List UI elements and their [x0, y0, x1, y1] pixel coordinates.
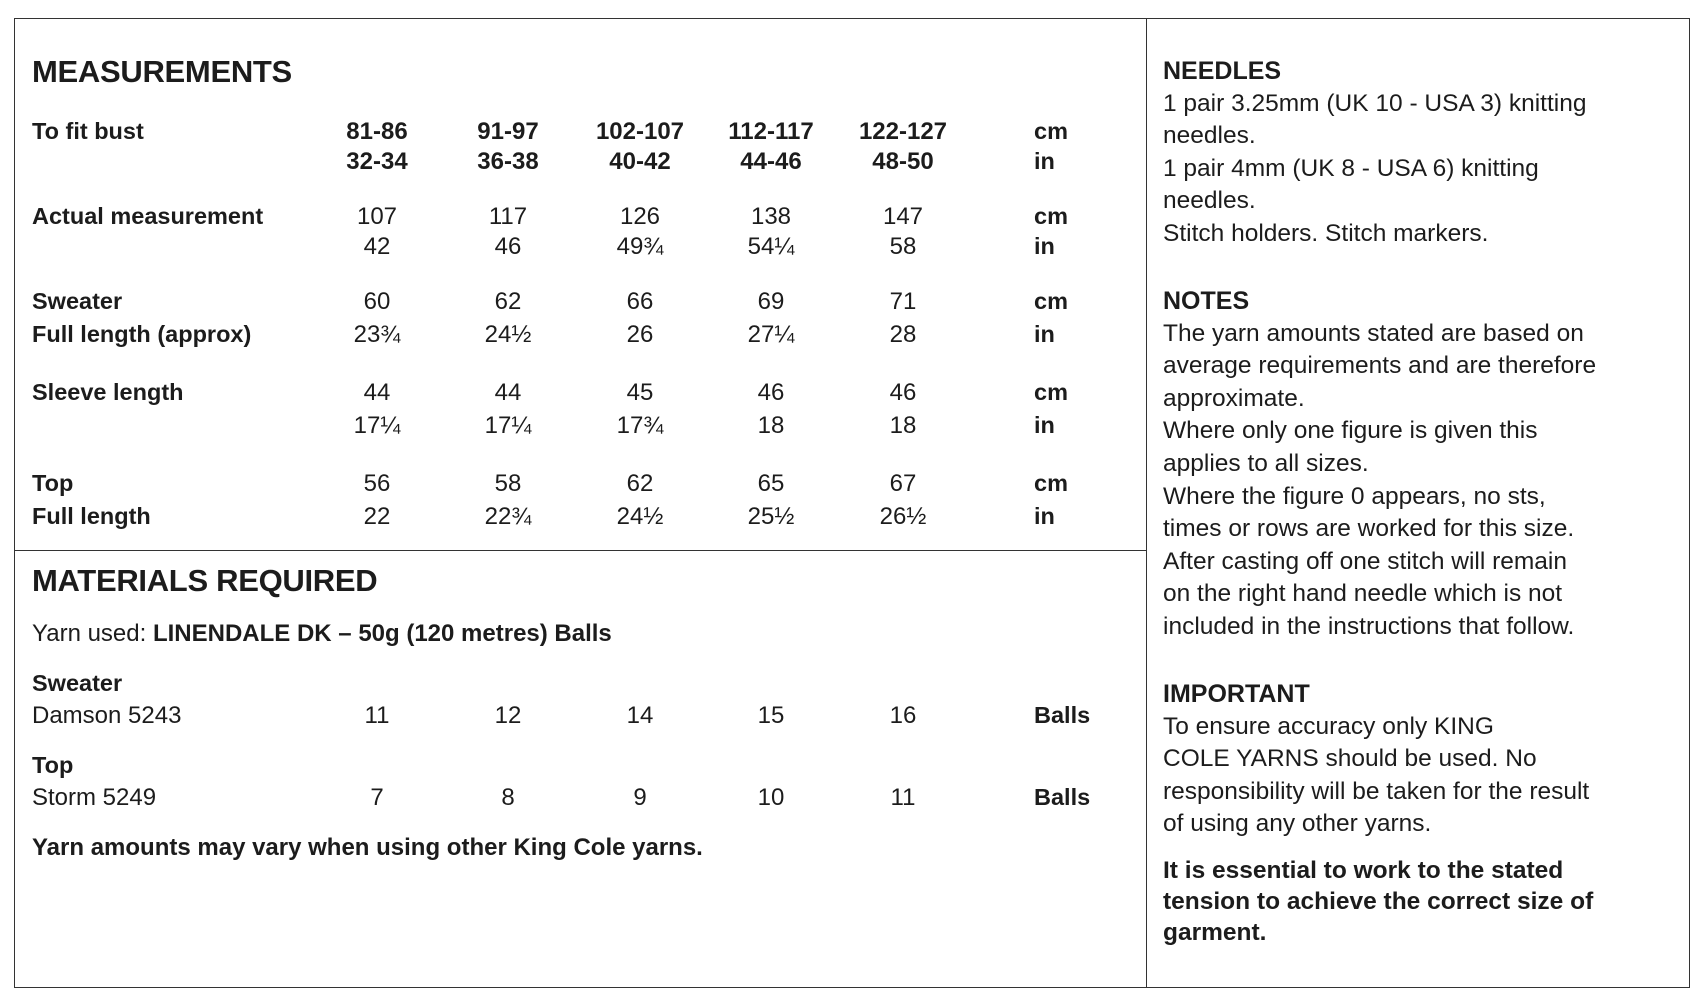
cm-value: 62	[494, 288, 522, 315]
cm-value: 147	[882, 203, 924, 230]
cm-value: 58	[494, 470, 522, 497]
garment-title: Sweater	[32, 670, 123, 696]
cm-value: 56	[363, 470, 391, 497]
tension-warning	[1163, 855, 1683, 948]
ball-count: 12	[494, 702, 522, 729]
cm-value: 62	[626, 470, 654, 497]
in-value: 32-34	[346, 148, 408, 175]
section-divider	[14, 550, 1146, 551]
cm-value: 126	[619, 203, 661, 230]
in-value: 18	[757, 412, 785, 439]
yarn-colour: Damson 5243	[32, 702, 182, 729]
unit-in: in	[1034, 412, 1055, 438]
notes-line: Where only one figure is given this	[1163, 417, 1538, 445]
cm-value: 102-107	[595, 118, 685, 145]
in-value: 40-42	[609, 148, 671, 175]
in-value: 49¾	[616, 233, 664, 260]
unit-cm: cm	[1034, 288, 1068, 314]
row-sublabel: Full length	[32, 503, 151, 529]
tension-line: garment.	[1163, 918, 1267, 946]
cm-value: 122-127	[858, 118, 948, 145]
garment-title: Top	[32, 752, 74, 778]
cm-value: 66	[626, 288, 654, 315]
in-value: 27¼	[747, 321, 795, 348]
important-line: COLE YARNS should be used. No	[1163, 745, 1537, 773]
notes-line: The yarn amounts stated are based on	[1163, 319, 1584, 347]
ball-count: 15	[757, 702, 785, 729]
row-label: Top	[32, 470, 74, 496]
notes-section	[1163, 285, 1683, 644]
cm-value: 91-97	[477, 118, 539, 145]
unit-in: in	[1034, 148, 1055, 174]
cm-value: 46	[889, 379, 917, 406]
in-value: 26½	[879, 503, 927, 530]
notes-line: applies to all sizes.	[1163, 449, 1369, 477]
notes-line: After casting off one stitch will remain	[1163, 547, 1567, 575]
in-value: 36-38	[477, 148, 539, 175]
in-value: 42	[363, 233, 391, 260]
yarn-name: LINENDALE DK – 50g (120 metres) Balls	[152, 620, 612, 647]
column-divider	[1146, 18, 1147, 988]
cm-value: 67	[889, 470, 917, 497]
unit-cm: cm	[1034, 203, 1068, 229]
needles-line: needles.	[1163, 122, 1256, 150]
unit-in: in	[1034, 233, 1055, 259]
materials-heading: MATERIALS REQUIRED	[32, 563, 378, 598]
ball-count: 11	[890, 784, 916, 811]
unit-cm: cm	[1034, 470, 1068, 496]
important-section	[1163, 678, 1683, 948]
cm-value: 117	[488, 203, 528, 230]
in-value: 46	[494, 233, 522, 260]
tension-line: It is essential to work to the stated	[1163, 856, 1564, 884]
needles-section	[1163, 55, 1683, 251]
ball-count: 10	[757, 784, 785, 811]
row-label: Sweater	[32, 288, 123, 314]
notes-line: times or rows are worked for this size.	[1163, 515, 1575, 543]
cm-value: 107	[356, 203, 398, 230]
in-value: 58	[889, 233, 917, 260]
yarn-used-line	[32, 620, 612, 648]
cm-value: 45	[626, 379, 654, 406]
yarn-colour: Storm 5249	[32, 784, 157, 811]
notes-line: included in the instructions that follow.	[1163, 612, 1575, 640]
row-label: Actual measurement	[32, 203, 264, 229]
in-value: 22	[363, 503, 391, 530]
cm-value: 112-117	[728, 118, 814, 145]
unit-cm: cm	[1034, 118, 1068, 144]
cm-value: 71	[889, 288, 917, 315]
needles-line: Stitch holders. Stitch markers.	[1163, 219, 1489, 247]
row-sublabel: Full length (approx)	[32, 321, 252, 347]
needles-line: 1 pair 3.25mm (UK 10 - USA 3) knitting	[1163, 89, 1587, 117]
notes-line: Where the figure 0 appears, no sts,	[1163, 482, 1546, 510]
notes-text	[1163, 318, 1683, 644]
yarn-used-prefix: Yarn used:	[32, 620, 153, 647]
cm-value: 81-86	[346, 118, 408, 145]
in-value: 24½	[484, 321, 532, 348]
in-value: 26	[626, 321, 654, 348]
important-heading: IMPORTANT	[1163, 680, 1310, 708]
cm-value: 138	[750, 203, 792, 230]
balls-unit: Balls	[1034, 784, 1091, 810]
in-value: 48-50	[872, 148, 934, 175]
unit-in: in	[1034, 503, 1055, 529]
unit-cm: cm	[1034, 379, 1068, 405]
ball-count: 9	[633, 784, 647, 811]
ball-count: 14	[626, 702, 654, 729]
in-value: 17¼	[353, 412, 401, 439]
cm-value: 44	[494, 379, 522, 406]
notes-line: average requirements and are therefore	[1163, 352, 1597, 380]
important-line: To ensure accuracy only KING	[1163, 712, 1494, 740]
row-label: Sleeve length	[32, 379, 184, 405]
cm-value: 46	[757, 379, 785, 406]
in-value: 17¼	[484, 412, 532, 439]
tension-line: tension to achieve the correct size of	[1163, 887, 1594, 915]
ball-count: 11	[364, 702, 390, 729]
ball-count: 16	[889, 702, 917, 729]
in-value: 24½	[616, 503, 664, 530]
important-line: of using any other yarns.	[1163, 810, 1432, 838]
unit-in: in	[1034, 321, 1055, 347]
notes-line: on the right hand needle which is not	[1163, 580, 1563, 608]
needles-line: needles.	[1163, 187, 1256, 215]
cm-value: 60	[363, 288, 391, 315]
ball-count: 8	[501, 784, 515, 811]
cm-value: 44	[363, 379, 391, 406]
in-value: 17¾	[616, 412, 664, 439]
needles-heading: NEEDLES	[1163, 57, 1282, 85]
in-value: 54¼	[747, 233, 795, 260]
row-label: To fit bust	[32, 118, 144, 144]
notes-heading: NOTES	[1163, 287, 1250, 315]
in-value: 18	[889, 412, 917, 439]
in-value: 25½	[747, 503, 795, 530]
cm-value: 69	[757, 288, 785, 315]
in-value: 22¾	[484, 503, 532, 530]
needles-line: 1 pair 4mm (UK 8 - USA 6) knitting	[1163, 154, 1539, 182]
important-line: responsibility will be taken for the result	[1163, 777, 1590, 805]
in-value: 44-46	[740, 148, 802, 175]
notes-line: approximate.	[1163, 384, 1305, 412]
cm-value: 65	[757, 470, 785, 497]
measurements-heading: MEASUREMENTS	[32, 54, 292, 89]
balls-unit: Balls	[1034, 702, 1091, 728]
needles-text	[1163, 88, 1683, 251]
in-value: 23¾	[353, 321, 401, 348]
yarn-amount-note: Yarn amounts may vary when using other King Cole yarns.	[32, 834, 703, 861]
important-text	[1163, 711, 1683, 841]
ball-count: 7	[370, 784, 384, 811]
in-value: 28	[889, 321, 917, 348]
